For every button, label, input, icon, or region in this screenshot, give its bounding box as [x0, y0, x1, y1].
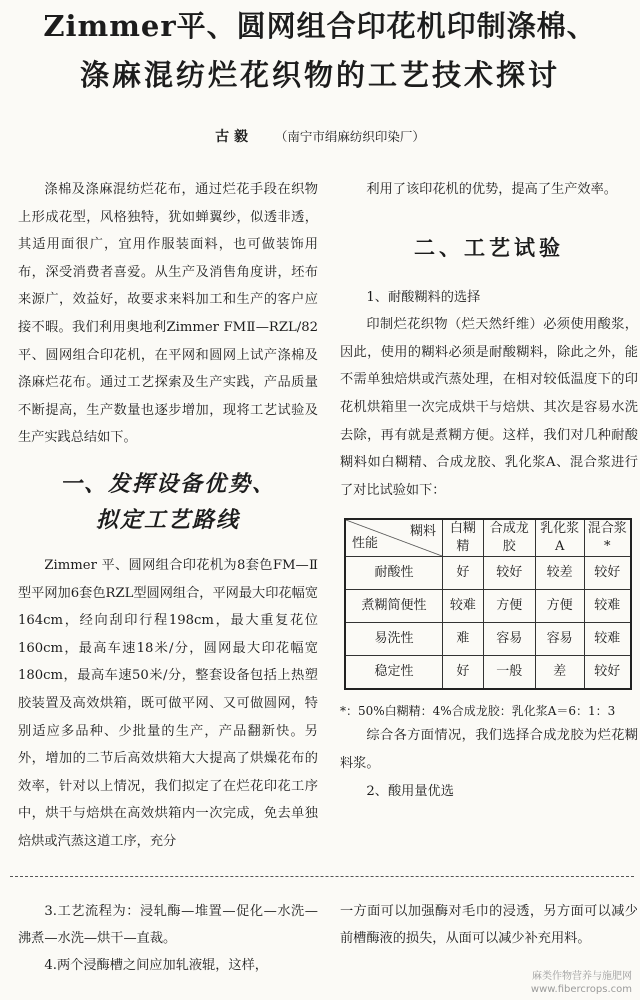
- author-affiliation: （南宁市绢麻纺织印染厂）: [274, 129, 425, 144]
- table-row: [345, 557, 631, 590]
- row-label: 易洗性: [345, 623, 443, 656]
- bottom-right-column: [340, 898, 638, 952]
- byline: [0, 126, 640, 146]
- process-item-3: 3.工艺流程为：浸轧酶—堆置—促化—水洗—沸煮—水洗—烘干—直裁。: [18, 904, 318, 946]
- row-label: 耐酸性: [345, 557, 443, 590]
- section-1-heading-line-2: 拟定工艺路线: [95, 506, 240, 533]
- left-column: [18, 176, 318, 855]
- watermark-line-1: 麻类作物营养与施肥网: [532, 971, 632, 982]
- table-cell: 方便: [535, 590, 584, 623]
- row-label: 稳定性: [345, 656, 443, 690]
- intro-paragraph: 涤棉及涤麻混纺烂花布，通过烂花手段在织物上形成花型，风格独特，犹如蝉翼纱，似透非透，其适用面很广，宜用作服装面料，也可做装饰用布，深受消费者喜爱。从生产及消售角度讲，坯布来源广，效益好，故要求来料加工和生产的客户应接不暇。我们利用奥地利Zimmer FMⅡ—RZL/82平、圆网组合印花机，在平网和圆网上试产涤棉及涤麻烂花布。通过工艺探索及生产实践，产品质量不断提高，生产数量也逐步增加，现将工艺试验及生产实践总结如下。: [18, 182, 318, 446]
- article-title-line-2: 涤麻混纺烂花织物的工艺技术探讨: [79, 58, 560, 92]
- table-cell: 较好: [483, 557, 535, 590]
- corner-label-paste: 糊料: [409, 524, 436, 540]
- table-cell: 较难: [584, 590, 631, 623]
- column-header: 混合浆*: [584, 519, 631, 557]
- conclusion-paragraph: 综合各方面情况，我们选择合成龙胶为烂花糊料浆。: [340, 728, 638, 771]
- table-cell: 好: [443, 656, 484, 690]
- column-header: 乳化浆A: [535, 519, 584, 557]
- table-cell: 较难: [443, 590, 484, 623]
- table-footnote: *：50%白糊精：4%合成龙胶：乳化浆A＝6：1：3: [340, 704, 616, 719]
- table-cell: 方便: [483, 590, 535, 623]
- table-cell: 差: [535, 656, 584, 690]
- table-cell: 较难: [584, 623, 631, 656]
- table-cell: 好: [443, 557, 484, 590]
- article-title-line-1: Zimmer平、圆网组合印花机印制涤棉、: [43, 9, 597, 43]
- table-row: [345, 590, 631, 623]
- table-cell: 较差: [535, 557, 584, 590]
- section-2-heading: 二、工艺试验: [414, 234, 564, 260]
- table-cell: 容易: [483, 623, 535, 656]
- continued-text: 利用了该印花机的优势，提高了生产效率。: [366, 182, 617, 197]
- table-row: [345, 656, 631, 690]
- process-item-4: 4.两个浸酶槽之间应加轧液辊，这样，: [44, 958, 268, 973]
- table-cell: 较好: [584, 557, 631, 590]
- watermark-line-2: www.fibercrops.com: [530, 984, 632, 995]
- bottom-left-column: [18, 898, 318, 979]
- column-header: 合成龙胶: [483, 519, 535, 557]
- table-header-row: [345, 519, 631, 557]
- section-divider: [10, 876, 634, 877]
- table-cell: 较好: [584, 656, 631, 690]
- table-cell: 难: [443, 623, 484, 656]
- section-1-heading-line-1: 一、发挥设备优势、: [59, 470, 276, 497]
- subsection-2-title: 2、酸用量优选: [366, 783, 454, 799]
- author-name: 古 毅: [215, 129, 248, 145]
- comparison-table: [344, 518, 632, 690]
- corner-label-property: 性能: [352, 536, 379, 552]
- column-header: 白糊精: [443, 519, 484, 557]
- subsection-1-title: 1、耐酸糊料的选择: [366, 289, 481, 305]
- row-label: 煮糊简便性: [345, 590, 443, 623]
- table-cell: 一般: [483, 656, 535, 690]
- watermark: [531, 970, 632, 996]
- table-cell: 容易: [535, 623, 584, 656]
- bottom-right-text: 一方面可以加强酶对毛巾的浸透，另方面可以减少前槽酶液的损失，从面可以减少补充用料。: [340, 904, 638, 946]
- subsection-1-body: 印制烂花织物（烂天然纤维）必须使用酸浆，因此，使用的糊料必须是耐酸糊料，除此之外，能不需单独焙烘或汽蒸处理，在相对较低温度下的印花机烘箱里一次完成烘干与焙烘、其次是容易水洗去除，再有就是煮糊方便。这样，我们对几种耐酸糊料如白糊精、合成龙胶、乳化浆A、混合浆进行了对比试验如下：: [340, 317, 638, 498]
- right-column: [340, 176, 638, 805]
- table-corner-cell: [345, 519, 443, 557]
- section-1-heading: [18, 466, 318, 538]
- table-row: [345, 623, 631, 656]
- section-1-body: Zimmer 平、圆网组合印花机为8套色FM—Ⅱ型平网加6套色RZL型圆网组合，平网最大印花幅宽164cm，经向刮印行程198cm，最大重复花位160cm，最高车速18米/分，圆网最大印花幅宽180cm，最高车速50米/分，整套设备包括上热塑胶装置及高效烘箱，既可做平网、又可做圆网，特别适应多品种、少批量的生产，产品翻新快。另外，增加的二节后高效烘箱大大提高了烘燥花布的效率，针对以上情况，我们拟定了在烂花印花工序中，烘干与焙烘在高效烘箱内一次完成，免去单独焙烘或汽蒸这道工序，充分: [18, 557, 318, 849]
